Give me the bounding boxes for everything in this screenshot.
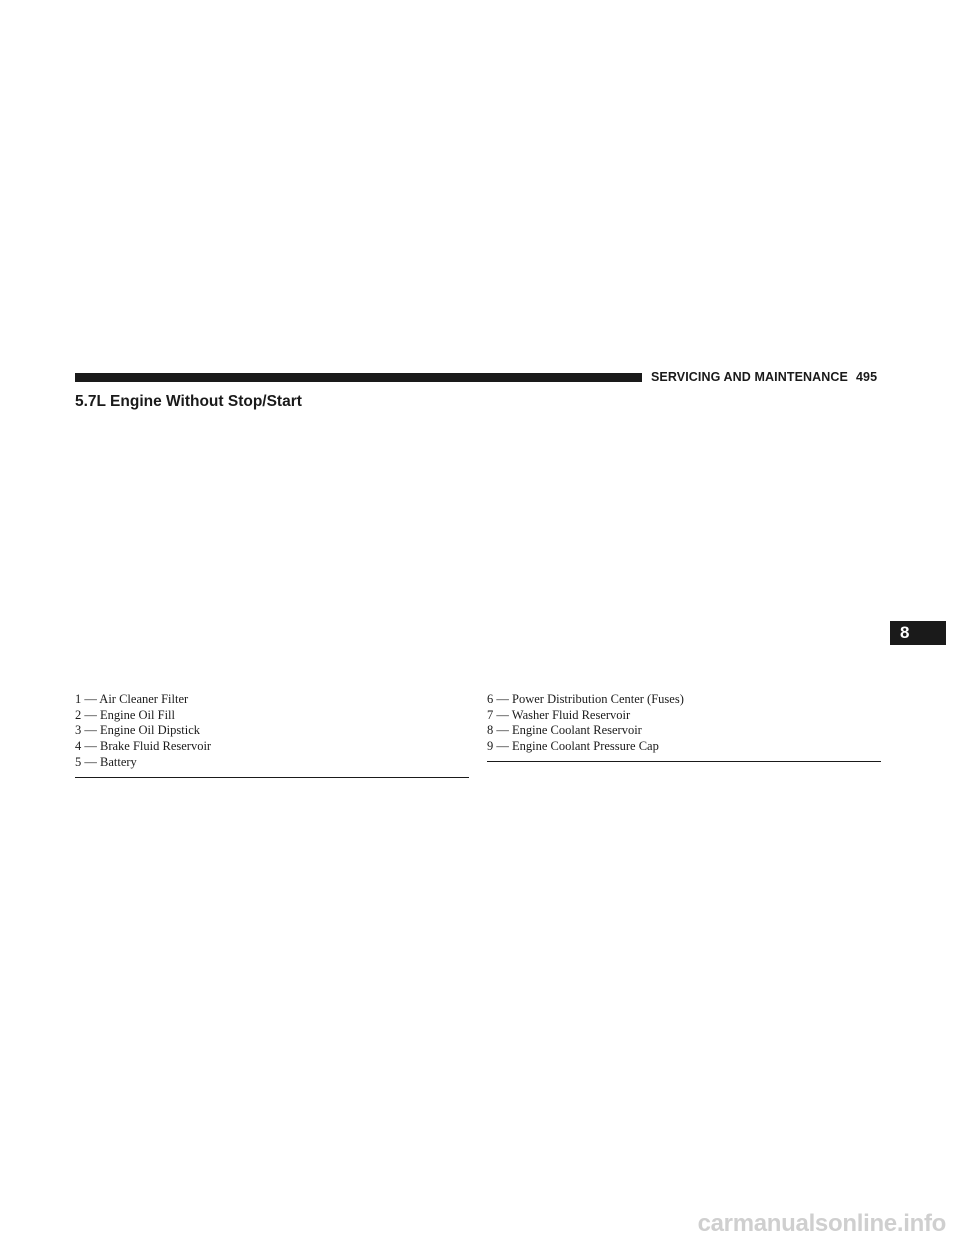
legend-item: 5 — Battery: [75, 754, 137, 769]
chapter-tab: 8: [890, 621, 946, 645]
section-title: SERVICING AND MAINTENANCE: [651, 370, 848, 384]
watermark: carmanualsonline.info: [697, 1210, 946, 1237]
header-rule: [75, 373, 642, 382]
legend-right: [487, 692, 881, 762]
page-number: 495: [855, 370, 878, 384]
legend-item: 9 — Engine Coolant Pressure Cap: [487, 739, 659, 754]
legend-item: 6 — Power Distribution Center (Fuses): [487, 692, 684, 706]
legend-item: 3 — Engine Oil Dipstick: [75, 723, 200, 738]
legend-left: [75, 692, 469, 778]
legend-item: 1 — Air Cleaner Filter: [75, 692, 189, 706]
legend-item: 4 — Brake Fluid Reservoir: [75, 739, 212, 754]
legend-item: 2 — Engine Oil Fill: [75, 707, 175, 722]
page-title: 5.7L Engine Without Stop/Start: [75, 393, 302, 410]
legend-item: 7 — Washer Fluid Reservoir: [487, 707, 631, 722]
legend-item: 8 — Engine Coolant Reservoir: [487, 723, 642, 738]
running-header: [651, 369, 877, 385]
